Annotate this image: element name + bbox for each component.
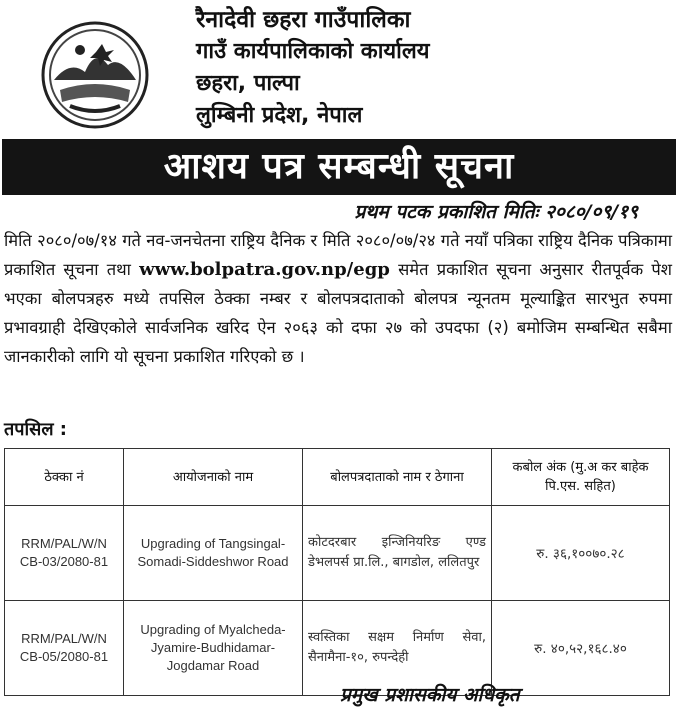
amount-cell: रु. ३६,१००७०.२८: [492, 506, 670, 601]
first-published-date: प्रथम पटक प्रकाशित मितिः २०८०/०९/१९: [354, 201, 638, 223]
bidder-cell: स्वस्तिका सक्षम निर्माण सेवा, सैनामैना-१०, रुपन्देही: [303, 601, 492, 696]
table-row: [5, 506, 670, 601]
notice-title: आशय पत्र सम्बन्धी सूचना: [2, 139, 676, 195]
header-bidder: बोलपत्रदाताको नाम र ठेगाना: [303, 449, 492, 506]
municipality-name: रैनादेवी छहरा गाउँपालिका: [196, 7, 411, 33]
signatory-title: प्रमुख प्रशासकीय अधिकृत: [340, 684, 520, 706]
contract-no-cell: RRM/PAL/W/N CB-05/2080-81: [5, 601, 124, 696]
contract-no-cell: RRM/PAL/W/N CB-03/2080-81: [5, 506, 124, 601]
header-contract-no: ठेक्का नं: [5, 449, 124, 506]
tapasil-label: तपसिल :: [4, 419, 67, 440]
contract-table: [4, 448, 670, 696]
header-amount: कबोल अंक (मु.अ कर बाहेक पि.एस. सहित): [492, 449, 670, 506]
office-location: छहरा, पाल्पा: [196, 71, 300, 96]
header-project-name: आयोजनाको नाम: [124, 449, 303, 506]
table-row: [5, 601, 670, 696]
notice-text-part2: समेत प्रकाशित सूचना अनुसार रीतपूर्वक पेश भएका बोलपत्रहरु मध्ये तपसिल ठेक्का नम्बर र बोलपत्रदाताको बोलपत्र न्यूनतम मूल्याङ्कित सारभुत रुपमा प्रभावग्राही देखिएकोले सार्वजनिक खरिद ऐन २०६३ को दफा २७ को उपदफा (२) बमोजिम सम्बन्धित सबैमा जानकारीको लागि यो सूचना प्रकाशित गरिएको छ ।: [4, 260, 672, 366]
notice-header: [0, 0, 678, 138]
project-name-cell: Upgrading of Myalcheda-Jyamire-Budhidamar-Jogdamar Road: [124, 601, 303, 696]
project-name-cell: Upgrading of Tangsingal-Somadi-Siddeshwor Road: [124, 506, 303, 601]
notice-body: [4, 226, 672, 371]
notice-text-part1: मिति २०८०/०७/१४ गते नव-जनचेतना राष्ट्रिय दैनिक र मिति २०८०/०७/२४ गते नयाँ पत्रिका राष्ट्रिय दैनिक पत्रिकामा प्रकाशित सूचना तथा: [4, 231, 672, 279]
bolpatra-url: www.bolpatra.gov.np/egp: [139, 259, 390, 280]
province-country: लुम्बिनी प्रदेश, नेपाल: [196, 103, 363, 128]
office-name: गाउँ कार्यपालिकाको कार्यालय: [196, 39, 430, 64]
table-header-row: [5, 449, 670, 506]
bidder-cell: कोटदरबार इन्जिनियरिङ एण्ड डेभलपर्स प्रा.लि., बागडोल, ललितपुर: [303, 506, 492, 601]
amount-cell: रु. ४०,५२,१६८.४०: [492, 601, 670, 696]
nepal-government-emblem-icon: [40, 20, 150, 130]
